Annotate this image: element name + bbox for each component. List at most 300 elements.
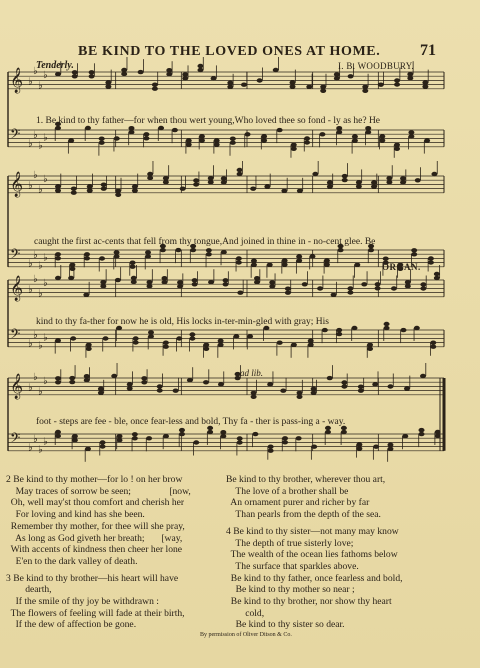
note-head	[115, 189, 121, 193]
note-head	[348, 74, 354, 78]
flat-sign-icon: ♭	[38, 444, 43, 456]
note-head	[103, 336, 109, 340]
lyric-line-4: foot - steps are fee - ble, once fear-less and bold, Thy fa - ther is pass-ing a - way.	[36, 417, 346, 427]
note-head	[221, 250, 227, 254]
flat-sign-icon: ♭	[43, 436, 48, 448]
note-head	[166, 68, 172, 72]
note-head	[182, 72, 188, 76]
note-head	[55, 338, 61, 342]
note-head	[130, 261, 136, 265]
note-head	[152, 87, 158, 91]
note-head	[268, 449, 274, 453]
note-head	[297, 395, 303, 399]
flat-sign-icon: ♭	[43, 252, 48, 264]
note-head	[55, 430, 61, 434]
note-head	[387, 447, 393, 451]
note-head	[100, 440, 106, 444]
note-head	[431, 172, 437, 176]
note-head	[405, 280, 411, 284]
flat-sign-icon: ♭	[43, 278, 48, 290]
note-head	[68, 138, 74, 142]
verse-left-line: With accents of kindness then cheer her lone	[6, 544, 183, 556]
note-head	[193, 182, 199, 186]
note-head	[105, 80, 111, 84]
note-head	[132, 432, 138, 436]
note-head	[218, 382, 224, 386]
verse-right-line: 4 Be kind to thy sister—not many may know	[226, 525, 399, 537]
flat-sign-icon: ♭	[33, 250, 38, 262]
note-head	[322, 328, 328, 332]
note-head	[141, 380, 147, 384]
note-head	[230, 141, 236, 145]
note-head	[133, 340, 139, 344]
note-head	[72, 438, 78, 442]
flat-sign-icon: ♭	[28, 180, 33, 192]
note-head	[407, 72, 413, 76]
note-head	[148, 334, 154, 338]
note-head	[324, 258, 330, 262]
note-head	[352, 138, 358, 142]
note-head	[291, 343, 297, 347]
note-head	[84, 256, 90, 260]
note-head	[189, 332, 195, 336]
verse-left-line: As long as God giveth her breath; [way,	[6, 532, 183, 544]
note-head	[342, 174, 348, 178]
note-head	[158, 126, 164, 130]
note-head	[257, 78, 263, 82]
note-head	[147, 176, 153, 180]
tempo-marking: Tenderly.	[36, 60, 74, 71]
note-head	[419, 428, 425, 432]
verse-right-line: Be kind to thy brother, nor show thy heart	[226, 596, 392, 608]
flat-sign-icon: ♭	[43, 332, 48, 344]
note-head	[220, 430, 226, 434]
note-head	[311, 445, 317, 449]
verse-right-line: Be kind to thy mother so near ;	[226, 584, 355, 596]
note-head	[55, 276, 61, 280]
note-head	[356, 446, 362, 450]
note-head	[206, 252, 212, 256]
note-head	[407, 76, 413, 80]
note-head	[71, 191, 77, 195]
note-head	[203, 343, 209, 347]
bass-clef-icon: 𝄢	[10, 126, 21, 145]
note-head	[308, 339, 314, 343]
note-head	[408, 134, 414, 138]
note-head	[394, 78, 400, 82]
note-head	[105, 84, 111, 88]
note-head	[368, 248, 374, 252]
note-head	[324, 262, 330, 266]
note-head	[250, 187, 256, 191]
note-head	[115, 193, 121, 197]
note-head	[101, 187, 107, 191]
flat-sign-icon: ♭	[38, 140, 43, 152]
note-head	[237, 172, 243, 176]
note-head	[220, 434, 226, 438]
note-head	[371, 180, 377, 184]
verse-right-line: Be kind to thy sister so dear.	[226, 619, 345, 631]
note-head	[400, 180, 406, 184]
note-head	[304, 136, 310, 140]
note-head	[245, 132, 251, 136]
verse-left-line: For loving and kind has she been.	[6, 509, 145, 521]
flat-sign-icon: ♭	[38, 260, 43, 272]
note-head	[99, 256, 105, 260]
flat-sign-icon: ♭	[38, 80, 43, 92]
note-head	[268, 445, 274, 449]
note-head	[162, 280, 168, 284]
note-head	[320, 89, 326, 93]
note-head	[117, 438, 123, 442]
verse-left-line: If the smile of thy joy be withdrawn :	[6, 596, 159, 608]
note-head	[130, 265, 136, 269]
verse-right-line: Be kind to thy brother, wherever thou art,	[226, 474, 386, 485]
note-head	[166, 72, 172, 76]
note-head	[221, 176, 227, 180]
note-head	[89, 74, 95, 78]
note-head	[365, 126, 371, 130]
note-head	[121, 72, 127, 76]
flat-sign-icon: ♭	[28, 138, 33, 150]
note-head	[197, 64, 203, 68]
note-head	[101, 183, 107, 187]
note-head	[356, 180, 362, 184]
note-head	[362, 85, 368, 89]
note-head	[387, 384, 393, 388]
note-head	[237, 436, 243, 440]
note-head	[72, 74, 78, 78]
note-head	[203, 380, 209, 384]
permission-footer: By permission of Oliver Ditson & Co.	[200, 632, 292, 638]
note-head	[208, 280, 214, 284]
note-head	[336, 328, 342, 332]
note-head	[264, 184, 270, 188]
verse-right-line: The surface that sparkles above.	[226, 560, 359, 572]
note-head	[160, 248, 166, 252]
note-head	[71, 187, 77, 191]
note-head	[251, 395, 257, 399]
note-head	[338, 248, 344, 252]
note-head	[285, 291, 291, 295]
note-head	[214, 142, 220, 146]
note-head	[361, 282, 367, 286]
note-head	[267, 263, 273, 267]
flat-sign-icon: ♭	[43, 70, 48, 82]
note-head	[422, 84, 428, 88]
note-head	[375, 282, 381, 286]
note-head	[55, 256, 61, 260]
note-head	[173, 389, 179, 393]
note-head	[296, 258, 302, 262]
note-head	[428, 260, 434, 264]
note-head	[145, 254, 151, 258]
flat-sign-icon: ♭	[28, 258, 33, 270]
note-head	[131, 276, 137, 280]
note-head	[434, 272, 440, 276]
note-head	[138, 70, 144, 74]
treble-clef-icon: 𝄞	[10, 374, 24, 399]
note-head	[186, 142, 192, 146]
flat-sign-icon: ♭	[43, 174, 48, 186]
note-head	[296, 436, 302, 440]
note-head	[309, 254, 315, 258]
note-head	[336, 332, 342, 336]
flat-sign-icon: ♭	[43, 376, 48, 388]
flat-sign-icon: ♭	[33, 65, 38, 77]
note-head	[383, 257, 389, 261]
note-head	[428, 256, 434, 260]
note-head	[147, 280, 153, 284]
note-head	[378, 83, 384, 87]
verse-right-line: An ornament purer and richer by far	[226, 497, 370, 509]
note-head	[277, 128, 283, 132]
note-head	[317, 286, 323, 290]
note-head	[400, 328, 406, 332]
note-head	[148, 330, 154, 334]
note-head	[273, 68, 279, 72]
note-head	[147, 172, 153, 176]
note-head	[163, 345, 169, 349]
note-head	[251, 391, 257, 395]
note-head	[325, 430, 331, 434]
note-head	[69, 380, 75, 384]
note-head	[230, 137, 236, 141]
note-head	[55, 380, 61, 384]
note-head	[308, 343, 314, 347]
note-head	[358, 385, 364, 389]
note-head	[241, 83, 247, 87]
note-head	[424, 138, 430, 142]
treble-clef-icon: 𝄞	[10, 68, 24, 93]
note-head	[282, 440, 288, 444]
note-head	[87, 184, 93, 188]
note-head	[319, 132, 325, 136]
bass-clef-icon: 𝄢	[10, 246, 21, 265]
flat-sign-icon: ♭	[33, 371, 38, 383]
note-head	[87, 188, 93, 192]
note-head	[290, 80, 296, 84]
verse-left-line: 3 Be kind to thy brother—his heart will have	[6, 572, 179, 584]
flat-sign-icon: ♭	[33, 273, 38, 285]
note-head	[304, 140, 310, 144]
note-head	[223, 282, 229, 286]
lyric-line-1: 1. Be kind to thy father—for when thou wert young,Who loved thee so fond - ly as he? He	[36, 116, 381, 126]
note-head	[127, 382, 133, 386]
note-head	[193, 178, 199, 182]
note-head	[211, 76, 217, 80]
verse-left-line: The flowers of feeling will fade at their birth,	[6, 607, 185, 619]
note-head	[352, 134, 358, 138]
note-head	[68, 276, 74, 280]
note-head	[422, 80, 428, 84]
note-head	[405, 284, 411, 288]
note-head	[237, 440, 243, 444]
note-head	[69, 263, 75, 267]
note-head	[157, 388, 163, 392]
note-head	[132, 188, 138, 192]
note-head	[146, 436, 152, 440]
verses-left-column	[6, 474, 191, 631]
note-head	[371, 184, 377, 188]
note-head	[356, 442, 362, 446]
note-head	[336, 126, 342, 130]
note-head	[100, 280, 106, 284]
verse-right-line: The love of a brother shall be	[226, 485, 349, 497]
bass-clef-icon: 𝄢	[10, 326, 21, 345]
note-head	[237, 291, 243, 295]
note-head	[400, 176, 406, 180]
note-head	[434, 276, 440, 280]
note-head	[291, 147, 297, 151]
note-head	[420, 286, 426, 290]
verse-right-line: cold,	[226, 607, 265, 619]
note-head	[420, 374, 426, 378]
verse-left-line: If the dew of affection be gone.	[6, 619, 137, 631]
note-head	[280, 389, 286, 393]
verse-right-line: The wealth of the ocean lies fathoms below	[226, 549, 398, 561]
note-head	[281, 189, 287, 193]
page-title: BE KIND TO THE LOVED ONES AT HOME.	[78, 44, 381, 59]
note-head	[100, 444, 106, 448]
note-head	[55, 188, 61, 192]
treble-clef-icon: 𝄞	[10, 172, 24, 197]
note-head	[177, 280, 183, 284]
note-head	[98, 387, 104, 391]
organ-marking: ORGAN.	[382, 262, 421, 272]
note-head	[197, 68, 203, 72]
note-head	[372, 382, 378, 386]
note-head	[192, 278, 198, 282]
note-head	[291, 143, 297, 147]
note-head	[55, 184, 61, 188]
note-head	[269, 284, 275, 288]
verse-left-line: dearth,	[6, 584, 52, 596]
note-head	[277, 341, 283, 345]
note-head	[206, 248, 212, 252]
note-head	[179, 428, 185, 432]
verse-left-line: 2 Be kind to thy mother—for lo ! on her brow	[6, 474, 183, 485]
note-head	[189, 336, 195, 340]
note-head	[69, 376, 75, 380]
note-head	[85, 126, 91, 130]
note-head	[341, 430, 347, 434]
note-head	[207, 430, 213, 434]
note-head	[117, 434, 123, 438]
note-head	[347, 286, 353, 290]
note-head	[208, 180, 214, 184]
note-head	[282, 262, 288, 266]
note-head	[199, 138, 205, 142]
note-head	[192, 282, 198, 286]
note-head	[404, 386, 410, 390]
note-head	[99, 141, 105, 145]
note-head	[218, 343, 224, 347]
note-head	[331, 293, 337, 297]
verse-right-line: Than pearls from the depth of the sea.	[226, 509, 381, 521]
note-head	[182, 76, 188, 80]
flat-sign-icon: ♭	[33, 169, 38, 181]
flat-sign-icon: ♭	[28, 382, 33, 394]
ad-lib-marking: ad lib.	[240, 368, 264, 378]
note-head	[218, 339, 224, 343]
note-head	[98, 391, 104, 395]
note-head	[379, 138, 385, 142]
note-head	[394, 82, 400, 86]
flat-sign-icon: ♭	[38, 340, 43, 352]
note-head	[306, 85, 312, 89]
note-head	[336, 130, 342, 134]
note-head	[411, 248, 417, 252]
note-head	[261, 134, 267, 138]
note-head	[347, 290, 353, 294]
note-head	[83, 293, 89, 297]
note-head	[341, 384, 347, 388]
note-head	[193, 440, 199, 444]
note-head	[180, 187, 186, 191]
flat-sign-icon: ♭	[33, 434, 38, 446]
note-head	[386, 180, 392, 184]
note-head	[163, 434, 169, 438]
note-head	[367, 347, 373, 351]
treble-clef-icon: 𝄞	[10, 276, 24, 301]
note-head	[187, 378, 193, 382]
note-head	[362, 89, 368, 93]
note-head	[179, 432, 185, 436]
note-head	[132, 184, 138, 188]
flat-sign-icon: ♭	[43, 132, 48, 144]
note-head	[208, 176, 214, 180]
note-head	[55, 126, 61, 130]
note-head	[342, 178, 348, 182]
note-head	[411, 252, 417, 256]
note-head	[127, 386, 133, 390]
note-head	[152, 83, 158, 87]
flat-sign-icon: ♭	[33, 330, 38, 342]
note-head	[297, 391, 303, 395]
note-head	[408, 130, 414, 134]
note-head	[282, 258, 288, 262]
note-head	[203, 347, 209, 351]
note-head	[72, 434, 78, 438]
note-head	[247, 334, 253, 338]
verse-right-line: The depth of true sisterly love;	[226, 537, 354, 549]
note-head	[252, 432, 258, 436]
note-head	[227, 85, 233, 89]
verses-right-column	[226, 474, 403, 631]
note-head	[373, 445, 379, 449]
note-head	[163, 176, 169, 180]
flat-sign-icon: ♭	[38, 288, 43, 300]
note-head	[394, 143, 400, 147]
flat-sign-icon: ♭	[28, 284, 33, 296]
note-head	[254, 276, 260, 280]
composer-credit: I. B. WOODBURY.	[338, 61, 414, 71]
note-head	[84, 252, 90, 256]
note-head	[420, 282, 426, 286]
note-head	[128, 130, 134, 134]
note-head	[394, 147, 400, 151]
note-head	[227, 81, 233, 85]
note-head	[387, 443, 393, 447]
note-head	[419, 432, 425, 436]
note-head	[55, 376, 61, 380]
note-head	[375, 286, 381, 290]
note-head	[89, 70, 95, 74]
flat-sign-icon: ♭	[28, 442, 33, 454]
note-head	[162, 276, 168, 280]
note-head	[365, 130, 371, 134]
